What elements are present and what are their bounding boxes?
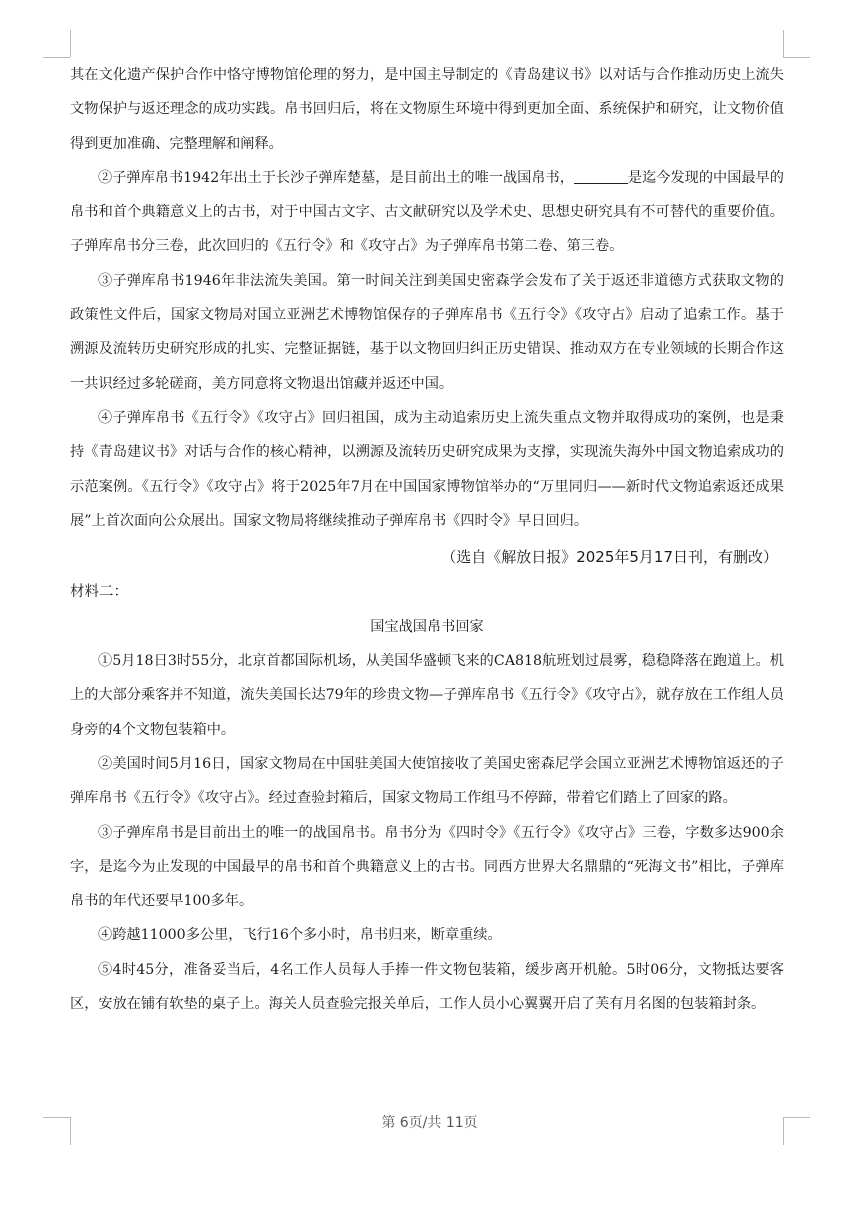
material-one-continuation: 其在文化遗产保护合作中恪守博物馆伦理的努力，是中国主导制定的《青岛建议书》以对话与合作推动历史上流失文物保护与返还理念的成功实践。帛书回归后，将在文物原生环境中得到更加全面、系统保护和研究，让文物价值得到更加准确、完整理解和阐释。 bbox=[70, 67, 784, 152]
material-one-paragraph-3: ③子弹库帛书1946年非法流失美国。第一时间关注到美国史密森学会发布了关于返还非道德方式获取文物的政策性文件后，国家文物局对国立亚洲艺术博物馆保存的子弹库帛书《五行令》《攻守占》启动了追索工作。基于溯源及流转历史研究形成的扎实、完整证据链，基于以文物回归纠正历史错误、推动双方在专业领域的长期合作这一共识经过多轮磋商，美方同意将文物退出馆藏并返还中国。 bbox=[70, 272, 784, 392]
material-two-paragraph-4: ④跨越11000多公里，飞行16个多小时，帛书归来，断章重续。 bbox=[98, 927, 502, 944]
material-one-paragraph-2 bbox=[70, 161, 784, 264]
article-title: 国宝战国帛书回家 bbox=[370, 618, 484, 635]
paragraph-2-text-before-blank: ②子弹库帛书1942年出土于长沙子弹库楚墓，是目前出土的唯一战国帛书， bbox=[98, 169, 574, 186]
material-one-paragraph-4: ④子弹库帛书《五行令》《攻守占》回归祖国，成为主动追索历史上流失重点文物并取得成功的案例，也是秉持《青岛建议书》对话与合作的核心精神，以溯源及流转历史研究成果为支撑，实现流失海外中国文物追索成功的示范案例。《五行令》《攻守占》将于2025年7月在中国国家博物馆举办的“万里同归——新时代文物追索返还成果展”上首次面向公众展出。国家文物局将继续推动子弹库帛书《四时令》早日回归。 bbox=[70, 409, 784, 529]
material-two-label: 材料二： bbox=[70, 584, 128, 601]
material-two-paragraph-1: ①5月18日3时55分，北京首都国际机场，从美国华盛顿飞来的CA818航班划过晨雾，稳稳降落在跑道上。机上的大部分乘客并不知道，流失美国长达79年的珍贵文物—子弹库帛书《五行令》《攻守占》，就存放在工作组人员身旁的4个文物包装箱中。 bbox=[70, 653, 784, 738]
crop-mark-top-left-horizontal bbox=[43, 57, 70, 58]
paragraph-2-text-after-blank: 是迄今发现的中国最早的帛书和首个典籍意义上的古书，对于中国古文字、古文献研究以及学术史、思想史研究具有不可替代的重要价值。子弹库帛书分三卷，此次回归的《五行令》和《攻守占》为子弹库帛书第二卷、第三卷。 bbox=[70, 169, 784, 255]
material-two-paragraph-5: ⑤4时45分，准备妥当后，4名工作人员每人手捧一件文物包装箱，缓步离开机舱。5时06分，文物抵达要客区，安放在铺有软垫的桌子上。海关人员查验完报关单后，工作人员小心翼翼开启了芙有月名图的包装箱封条。 bbox=[70, 961, 784, 1013]
material-two-paragraph-2: ②美国时间5月16日，国家文物局在中国驻美国大使馆接收了美国史密森尼学会国立亚洲艺术博物馆返还的子弹库帛书《五行令》《攻守占》。经过查验封箱后，国家文物局工作组马不停蹄，带着它们踏上了回家的路。 bbox=[70, 755, 784, 807]
crop-mark-top-right-vertical bbox=[783, 30, 784, 57]
source-citation: （选自《解放日报》2025年5月17日刊，有删改） bbox=[441, 548, 778, 567]
crop-mark-top-right-horizontal bbox=[783, 57, 810, 58]
material-two-paragraph-3: ③子弹库帛书是目前出土的唯一的战国帛书。帛书分为《四时令》《五行令》《攻守占》三卷，字数多达900余字，是迄今为止发现的中国最早的帛书和首个典籍意义上的古书。同西方世界大名鼎鼎的“死海文书”相比，子弹库帛书的年代还要早100多年。 bbox=[70, 824, 784, 910]
page-indicator: 第 6页/共 11页 bbox=[381, 1115, 478, 1131]
document-body bbox=[70, 58, 784, 1021]
crop-mark-top-left-vertical bbox=[70, 30, 71, 57]
fill-in-blank bbox=[574, 167, 628, 184]
